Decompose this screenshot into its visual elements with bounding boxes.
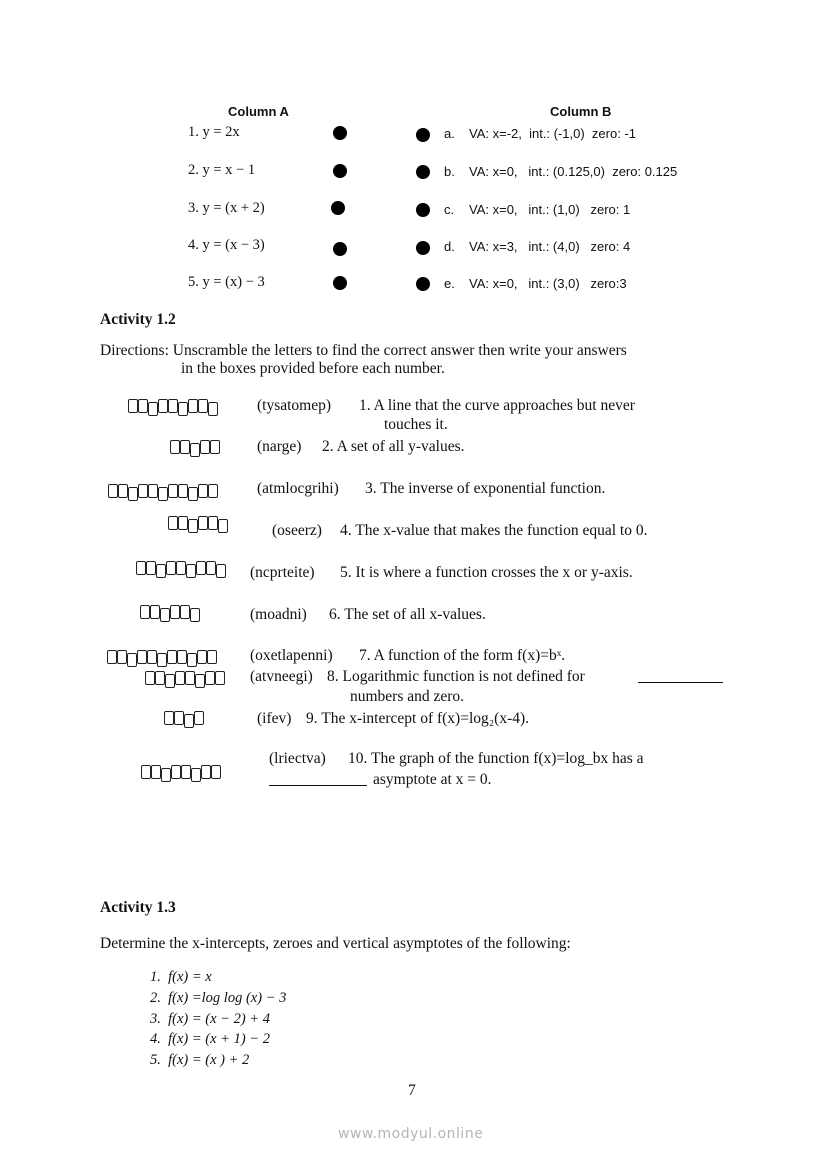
answer-blank[interactable] <box>638 670 723 688</box>
answer-boxes[interactable] <box>136 561 226 575</box>
letter-box[interactable] <box>155 671 165 685</box>
letter-box[interactable] <box>218 519 228 533</box>
answer-boxes[interactable] <box>168 516 228 530</box>
letter-box[interactable] <box>168 516 178 530</box>
column-a-item: 3. y = (x + 2) <box>188 200 265 216</box>
letter-box[interactable] <box>117 650 127 664</box>
letter-box[interactable] <box>180 440 190 454</box>
function-item: 1. f(x) = x <box>150 969 212 985</box>
question-text: 5. It is where a function crosses the x or y-axis. <box>340 564 633 581</box>
question-text: 3. The inverse of exponential function. <box>365 480 606 497</box>
letter-box[interactable] <box>216 564 226 578</box>
letter-box[interactable] <box>185 671 195 685</box>
letter-box[interactable] <box>167 650 177 664</box>
question-text: 6. The set of all x-values. <box>329 606 486 623</box>
letter-box[interactable] <box>208 402 218 416</box>
scramble-word: (ncprteite) <box>250 564 315 581</box>
letter-box[interactable] <box>160 608 170 622</box>
column-b-item: VA: x=3, int.: (4,0) zero: 4 <box>469 239 631 254</box>
activity-1-3-title: Activity 1.3 <box>100 899 176 916</box>
column-a-item: 4. y = (x − 3) <box>188 237 265 253</box>
letter-box[interactable] <box>141 765 151 779</box>
activity-1-2-title: Activity 1.2 <box>100 311 176 328</box>
letter-box[interactable] <box>176 561 186 575</box>
answer-boxes[interactable] <box>141 765 221 779</box>
letter-box[interactable] <box>188 399 198 413</box>
letter-box[interactable] <box>186 564 196 578</box>
scramble-word: (narge) <box>257 438 302 455</box>
match-dot-right[interactable] <box>416 165 430 179</box>
match-dot-left[interactable] <box>333 276 347 290</box>
scramble-word: (ifev) <box>257 710 292 727</box>
page-number: 7 <box>408 1082 416 1099</box>
letter-box[interactable] <box>200 440 210 454</box>
letter-box[interactable] <box>178 484 188 498</box>
letter-box[interactable] <box>164 711 174 725</box>
letter-box[interactable] <box>118 484 128 498</box>
match-dot-right[interactable] <box>416 128 430 142</box>
scramble-word: (oseerz) <box>272 522 322 539</box>
answer-boxes[interactable] <box>128 399 218 413</box>
question-text: 8. Logarithmic function is not defined for <box>327 668 585 685</box>
directions-line-1: Directions: Unscramble the letters to find the correct answer then write your answers <box>100 342 627 359</box>
letter-box[interactable] <box>177 650 187 664</box>
question-text-cont: numbers and zero. <box>350 688 465 705</box>
letter-box[interactable] <box>174 711 184 725</box>
match-dot-left[interactable] <box>331 201 345 215</box>
letter-box[interactable] <box>148 484 158 498</box>
letter-box[interactable] <box>107 650 117 664</box>
match-dot-right[interactable] <box>416 241 430 255</box>
letter-box[interactable] <box>170 605 180 619</box>
letter-box[interactable] <box>184 714 194 728</box>
letter-box[interactable] <box>175 671 185 685</box>
letter-box[interactable] <box>211 765 221 779</box>
letter-box[interactable] <box>158 399 168 413</box>
letter-box[interactable] <box>127 653 137 667</box>
letter-box[interactable] <box>201 765 211 779</box>
column-b-item: VA: x=0, int.: (3,0) zero:3 <box>469 276 627 291</box>
answer-boxes[interactable] <box>108 484 218 498</box>
letter-box[interactable] <box>208 516 218 530</box>
question-text: 9. The x-intercept of f(x)=log₂(x-4). <box>306 710 530 727</box>
letter-box[interactable] <box>198 516 208 530</box>
answer-boxes[interactable] <box>145 671 225 685</box>
question-text: 1. A line that the curve approaches but never <box>359 397 635 414</box>
column-a-item: 5. y = (x) − 3 <box>188 274 265 290</box>
function-item: 2. f(x) =log log (x) − 3 <box>150 990 287 1006</box>
answer-boxes[interactable] <box>170 440 220 454</box>
column-b-letter: e. <box>444 276 455 291</box>
letter-box[interactable] <box>206 561 216 575</box>
letter-box[interactable] <box>158 487 168 501</box>
scramble-word: (oxetlapenni) <box>250 647 333 664</box>
answer-boxes[interactable] <box>140 605 200 619</box>
letter-box[interactable] <box>207 650 217 664</box>
letter-box[interactable] <box>161 768 171 782</box>
letter-box[interactable] <box>151 765 161 779</box>
letter-box[interactable] <box>138 399 148 413</box>
column-b-letter: d. <box>444 239 455 254</box>
column-a-header: Column A <box>228 104 289 119</box>
column-b-letter: b. <box>444 164 455 179</box>
match-dot-left[interactable] <box>333 164 347 178</box>
letter-box[interactable] <box>198 399 208 413</box>
letter-box[interactable] <box>170 440 180 454</box>
letter-box[interactable] <box>196 561 206 575</box>
letter-box[interactable] <box>210 440 220 454</box>
answer-boxes[interactable] <box>107 650 217 664</box>
directions-line-2: in the boxes provided before each number. <box>181 360 445 377</box>
letter-box[interactable] <box>194 711 204 725</box>
letter-box[interactable] <box>145 671 155 685</box>
letter-box[interactable] <box>215 671 225 685</box>
letter-box[interactable] <box>156 564 166 578</box>
function-item: 4. f(x) = (x + 1) − 2 <box>150 1031 270 1047</box>
letter-box[interactable] <box>168 399 178 413</box>
column-b-item: VA: x=-2, int.: (-1,0) zero: -1 <box>469 126 637 141</box>
match-dot-right[interactable] <box>416 277 430 291</box>
letter-box[interactable] <box>198 484 208 498</box>
letter-box[interactable] <box>140 605 150 619</box>
question-text-cont: touches it. <box>384 416 448 433</box>
letter-box[interactable] <box>205 671 215 685</box>
answer-blank[interactable] <box>269 773 367 791</box>
letter-box[interactable] <box>195 674 205 688</box>
scramble-word: (moadni) <box>250 606 307 623</box>
letter-box[interactable] <box>190 608 200 622</box>
match-dot-right[interactable] <box>416 203 430 217</box>
letter-box[interactable] <box>137 650 147 664</box>
letter-box[interactable] <box>208 484 218 498</box>
column-b-letter: c. <box>444 202 455 217</box>
column-a-item: 1. y = 2x <box>188 124 240 140</box>
column-b-letter: a. <box>444 126 455 141</box>
letter-box[interactable] <box>165 674 175 688</box>
function-item: 3. f(x) = (x − 2) + 4 <box>150 1011 270 1027</box>
function-item: 5. f(x) = (x ) + 2 <box>150 1052 250 1068</box>
letter-box[interactable] <box>157 653 167 667</box>
question-text-cont: asymptote at x = 0. <box>373 771 492 788</box>
question-text: 2. A set of all y-values. <box>322 438 465 455</box>
match-dot-left[interactable] <box>333 126 347 140</box>
letter-box[interactable] <box>147 650 157 664</box>
letter-box[interactable] <box>171 765 181 779</box>
letter-box[interactable] <box>108 484 118 498</box>
scramble-word: (atmlocgrihi) <box>257 480 339 497</box>
letter-box[interactable] <box>150 605 160 619</box>
answer-boxes[interactable] <box>164 711 204 725</box>
letter-box[interactable] <box>128 487 138 501</box>
letter-box[interactable] <box>190 443 200 457</box>
column-b-item: VA: x=0, int.: (1,0) zero: 1 <box>469 202 631 217</box>
letter-box[interactable] <box>148 402 158 416</box>
column-b-item: VA: x=0, int.: (0.125,0) zero: 0.125 <box>469 164 678 179</box>
letter-box[interactable] <box>181 765 191 779</box>
letter-box[interactable] <box>178 402 188 416</box>
watermark: www.modyul.online <box>338 1126 484 1142</box>
letter-box[interactable] <box>197 650 207 664</box>
letter-box[interactable] <box>138 484 148 498</box>
question-text: 4. The x-value that makes the function equal to 0. <box>340 522 648 539</box>
letter-box[interactable] <box>166 561 176 575</box>
letter-box[interactable] <box>178 516 188 530</box>
letter-box[interactable] <box>128 399 138 413</box>
letter-box[interactable] <box>146 561 156 575</box>
scramble-word: (atvneegi) <box>250 668 313 685</box>
letter-box[interactable] <box>191 768 201 782</box>
letter-box[interactable] <box>136 561 146 575</box>
letter-box[interactable] <box>168 484 178 498</box>
letter-box[interactable] <box>188 487 198 501</box>
scramble-word: (lriectva) <box>269 750 326 767</box>
question-text: 10. The graph of the function f(x)=log_bx has a <box>348 750 644 767</box>
column-b-header: Column B <box>550 104 612 119</box>
scramble-word: (tysatomep) <box>257 397 332 414</box>
question-text: 7. A function of the form f(x)=bˣ. <box>359 647 566 664</box>
letter-box[interactable] <box>187 653 197 667</box>
letter-box[interactable] <box>188 519 198 533</box>
letter-box[interactable] <box>180 605 190 619</box>
activity-1-3-instruction: Determine the x-intercepts, zeroes and vertical asymptotes of the following: <box>100 935 571 952</box>
column-a-item: 2. y = x − 1 <box>188 162 256 178</box>
match-dot-left[interactable] <box>333 242 347 256</box>
